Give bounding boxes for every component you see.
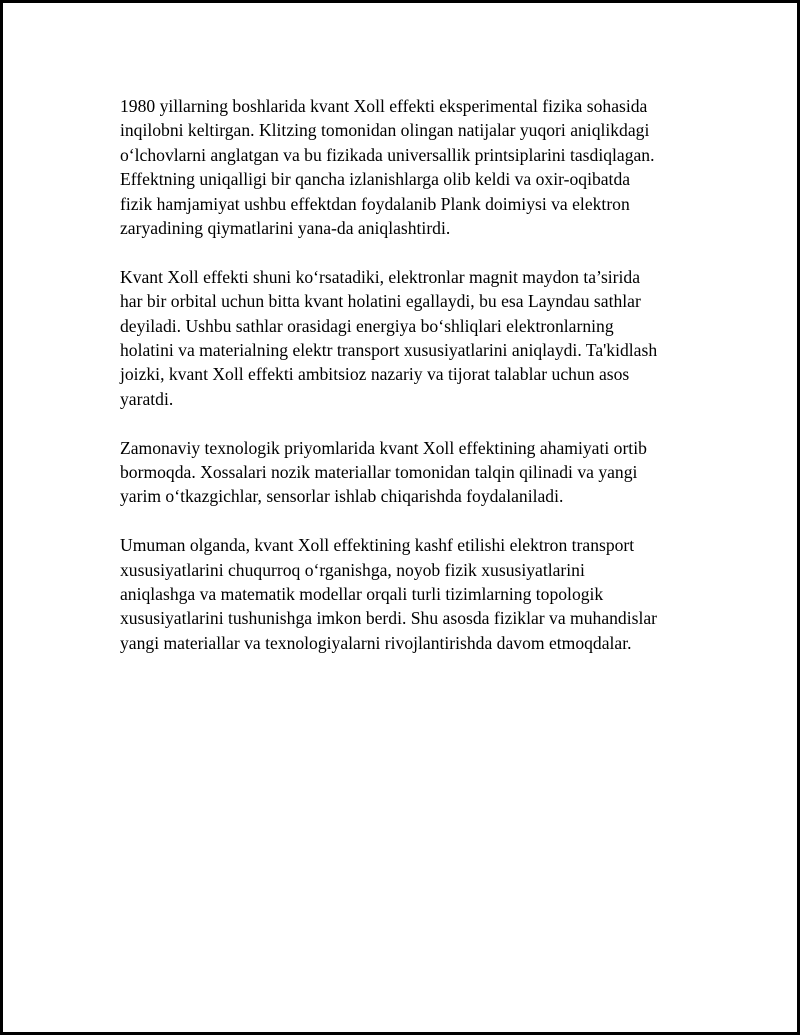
document-body xyxy=(120,94,700,680)
paragraph-3: Zamonaviy texnologik priyomlarida kvant Xoll effektining ahamiyati ortib bormoqda. Xossalari nozik materiallar tomonidan talqin qilinadi va yangi yarim o‘tkazgichlar, sensorlar ishlab chiqarishda foydalaniladi. xyxy=(120,437,647,507)
paragraph-4: Umuman olganda, kvant Xoll effektining kashf etilishi elektron transport xususiyatlarini chuqurroq o‘rganishga, noyob fizik xususiyatlarini aniqlashga va matematik modellar orqali turli tizimlarning topologik xususiyatlarini tushunishga imkon berdi. Shu asosda fiziklar va muhandislar yangi materiallar va texnologiyalarni rivojlantirishda davom etmoqdalar. xyxy=(120,535,658,653)
paragraph-1: 1980 yillarning boshlarida kvant Xoll effekti eksperimental fizika sohasida inqilobni keltirgan. Klitzing tomonidan olingan natijalar yuqori aniqlikdagi o‘lchovlarni anglatgan va bu fizikada universallik printsiplarini tasdiqlagan. Effektning uniqalligi bir qancha izlanishlarga olib keldi va oxir-oqibatda fizik hamjamiyat ushbu effektdan foydalanib Plank doimiysi va elektron zaryadining qiymatlarini yana-da aniqlashtirdi. xyxy=(120,96,655,239)
paragraph-2: Kvant Xoll effekti shuni ko‘rsatadiki, elektronlar magnit maydon ta’sirida har bir orbital uchun bitta kvant holatini egallaydi, bu esa Layndau sathlar deyiladi. Ushbu sathlar orasidagi energiya bo‘shliqlari elektronlarning holatini va materialning elektr transport xususiyatlarini aniqlaydi. Ta'kidlash joizki, kvant Xoll effekti ambitsioz nazariy va tijorat talablar uchun asos yaratdi. xyxy=(120,266,658,409)
